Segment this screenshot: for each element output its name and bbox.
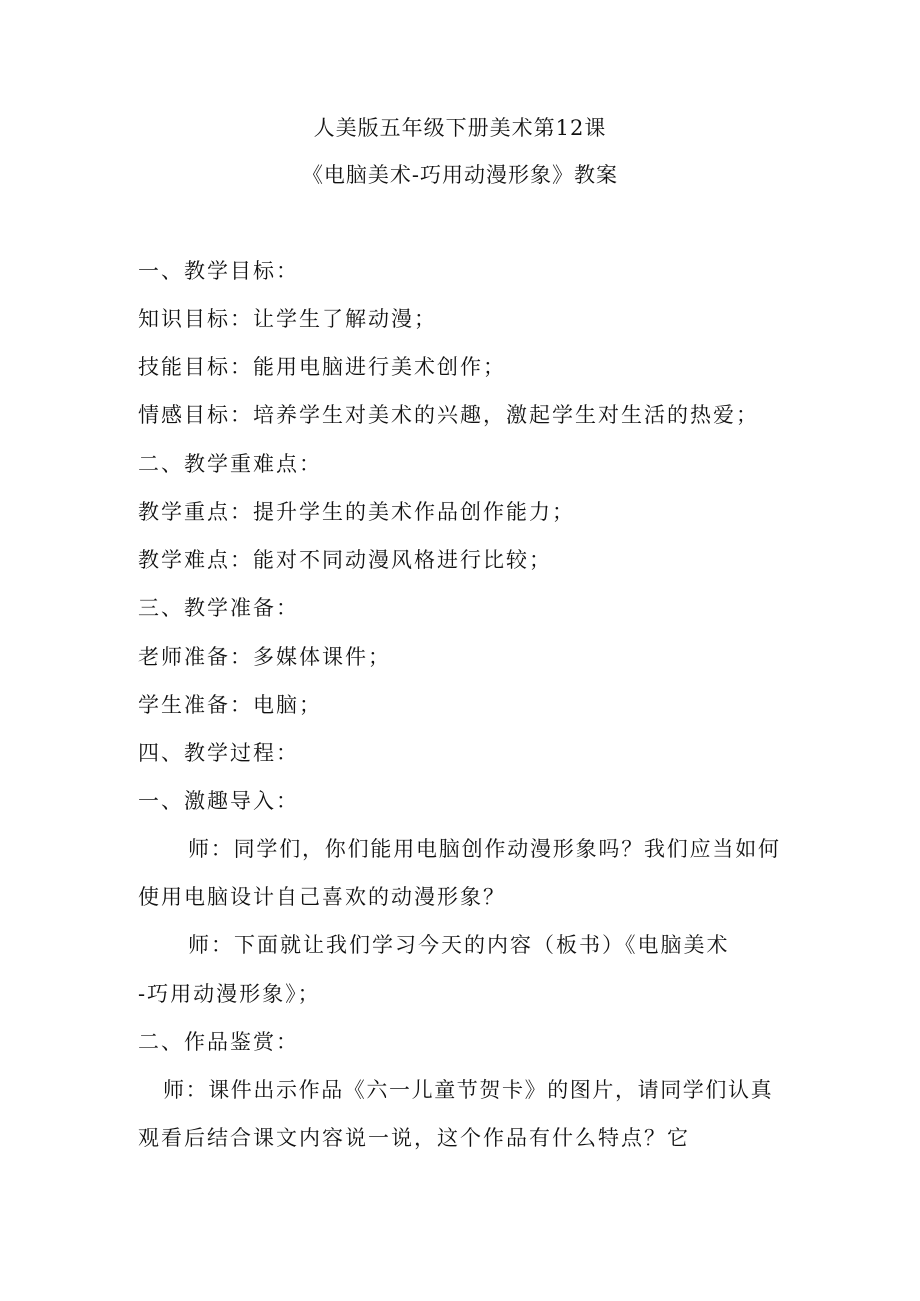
emotion-objective: 情感目标：培养学生对美术的兴趣，激起学生对生活的热爱；	[138, 403, 759, 427]
document-title-line1: 人美版五年级下册美术第12课	[313, 116, 607, 140]
teaching-key-point: 教学重点：提升学生的美术作品创作能力；	[138, 500, 575, 524]
knowledge-objective: 知识目标：让学生了解动漫；	[138, 307, 437, 331]
student-preparation: 学生准备：电脑；	[138, 693, 322, 717]
appreciation-paragraph-line2: 观看后结合课文内容说一说，这个作品有什么特点？它	[138, 1126, 690, 1150]
section-heading-key-points: 二、教学重难点：	[138, 452, 322, 476]
intro-paragraph-line1: 师：同学们，你们能用电脑创作动漫形象吗？我们应当如何	[188, 837, 781, 861]
section-heading-process: 四、教学过程：	[138, 741, 299, 765]
section-heading-preparation: 三、教学准备：	[138, 596, 299, 620]
teacher-preparation: 老师准备：多媒体课件；	[138, 645, 391, 669]
appreciation-paragraph-line1: 师：课件出示作品《六一儿童节贺卡》的图片，请同学们认真	[163, 1078, 774, 1102]
lesson-intro-line2: -巧用动漫形象》；	[138, 982, 321, 1006]
subsection-heading-appreciation: 二、作品鉴赏：	[138, 1030, 299, 1054]
teaching-difficulty: 教学难点：能对不同动漫风格进行比较；	[138, 548, 552, 572]
document-title-line2: 《电脑美术-巧用动漫形象》教案	[301, 163, 619, 187]
subsection-heading-intro: 一、激趣导入：	[138, 789, 299, 813]
skill-objective: 技能目标：能用电脑进行美术创作；	[138, 355, 506, 379]
lesson-intro-line1: 师：下面就让我们学习今天的内容（板书）《电脑美术	[188, 933, 730, 957]
intro-paragraph-line2: 使用电脑设计自己喜欢的动漫形象？	[138, 885, 506, 909]
section-heading-objectives: 一、教学目标：	[138, 259, 299, 283]
